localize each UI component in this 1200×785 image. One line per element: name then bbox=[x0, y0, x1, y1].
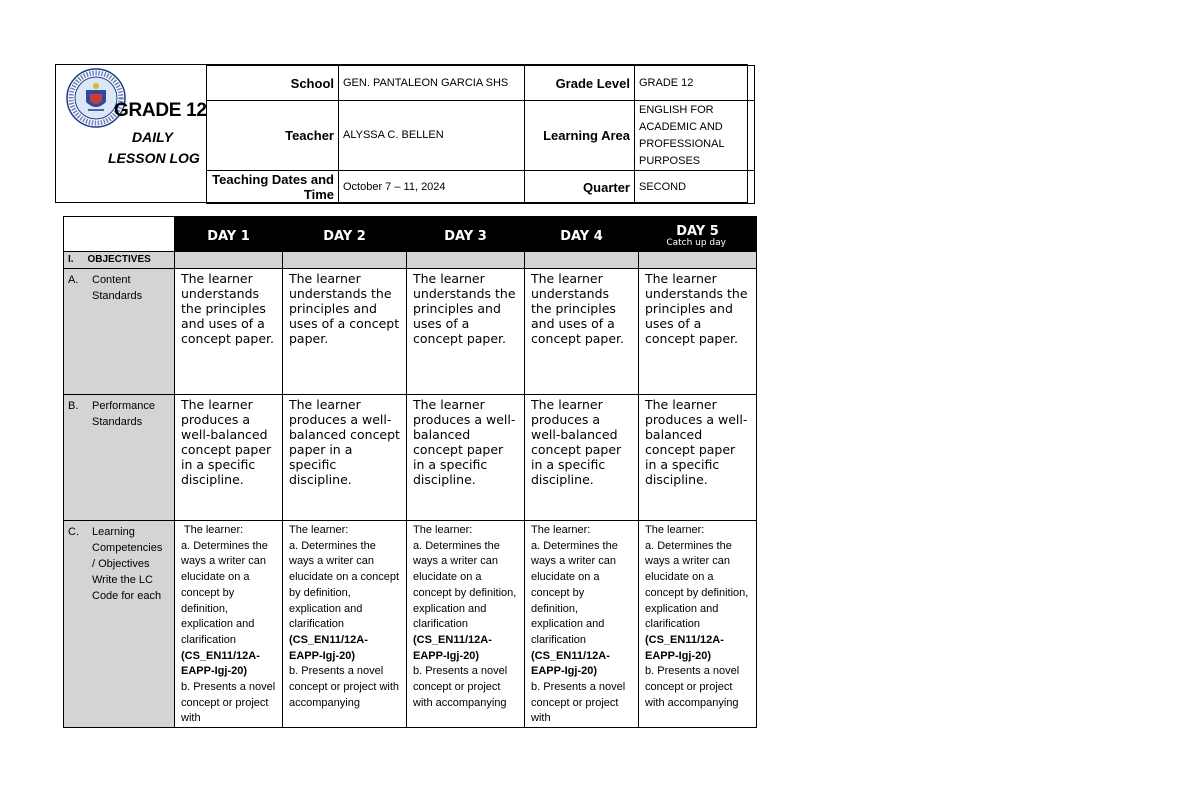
performance-standards-label: B. Performance Standards bbox=[64, 395, 175, 521]
quarter-value: SECOND bbox=[635, 171, 755, 204]
lc-code: (CS_EN11/12A-EAPP-Igj-20) bbox=[289, 633, 368, 662]
grey-cell bbox=[175, 252, 283, 269]
table-cell: The learner understands the principles and uses of a concept paper. bbox=[407, 269, 525, 395]
grey-cell bbox=[639, 252, 757, 269]
header-info-table bbox=[206, 65, 755, 204]
table-cell: The learner: a. Determines the ways a writer can elucidate on a concept by definition, explication and clarification (CS_EN11/12A-EAPP-Igj-20) b. Presents a novel concept or project with bbox=[525, 521, 639, 728]
table-cell: The learner: a. Determines the ways a writer can elucidate on a concept by definition, explication and clarification (CS_EN11/12A-EAPP-Igj-20) b. Presents a novel concept or project with bbox=[175, 521, 283, 728]
table-cell: The learner: a. Determines the ways a writer can elucidate on a concept by definition, explication and clarification (CS_EN11/12A-EAPP-Igj-20) b. Presents a novel concept or project with accompanying bbox=[639, 521, 757, 728]
school-label: School bbox=[207, 66, 339, 101]
catch-up-note: Catch up day bbox=[666, 238, 726, 248]
page-title: GRADE 12 bbox=[114, 100, 207, 121]
grade-level-label: Grade Level bbox=[525, 66, 635, 101]
table-cell: The learner produces a well-balanced concept paper in a specific discipline. bbox=[639, 395, 757, 521]
table-cell: The learner produces a well-balanced concept paper in a specific discipline. bbox=[407, 395, 525, 521]
lc-code: (CS_EN11/12A-EAPP-Igj-20) bbox=[645, 633, 724, 662]
teacher-label: Teacher bbox=[207, 101, 339, 171]
grey-cell bbox=[283, 252, 407, 269]
dates-label: Teaching Dates and Time bbox=[207, 171, 339, 204]
lesson-log-table bbox=[63, 216, 757, 728]
content-standards-label: A. Content Standards bbox=[64, 269, 175, 395]
table-cell: The learner produces a well-balanced concept paper in a specific discipline. bbox=[525, 395, 639, 521]
table-cell: The learner: a. Determines the ways a writer can elucidate on a concept by definition, explication and clarification (CS_EN11/12A-EAPP-Igj-20) b. Presents a novel concept or project with accompanying bbox=[407, 521, 525, 728]
day-header: DAY 2 bbox=[283, 217, 407, 252]
quarter-label: Quarter bbox=[525, 171, 635, 204]
school-value: GEN. PANTALEON GARCIA SHS bbox=[339, 66, 525, 101]
dates-value: October 7 – 11, 2024 bbox=[339, 171, 525, 204]
day-header: DAY 4 bbox=[525, 217, 639, 252]
learning-area-label: Learning Area bbox=[525, 101, 635, 171]
corner-cell bbox=[64, 217, 175, 252]
day-header: DAY 5 Catch up day bbox=[639, 217, 757, 252]
lc-code: (CS_EN11/12A-EAPP-Igj-20) bbox=[413, 633, 492, 662]
subtitle-lesson-log: LESSON LOG bbox=[108, 150, 200, 166]
table-cell: The learner understands the principles and uses of a concept paper. bbox=[639, 269, 757, 395]
table-cell: The learner understands the principles and uses of a concept paper. bbox=[175, 269, 283, 395]
table-cell: The learner understands the principles and uses of a concept paper. bbox=[283, 269, 407, 395]
day-header: DAY 1 bbox=[175, 217, 283, 252]
table-cell: The learner understands the principles and uses of a concept paper. bbox=[525, 269, 639, 395]
day-header: DAY 3 bbox=[407, 217, 525, 252]
objectives-heading: I. OBJECTIVES bbox=[64, 252, 175, 269]
table-cell: The learner produces a well-balanced concept paper in a specific discipline. bbox=[283, 395, 407, 521]
grey-cell bbox=[525, 252, 639, 269]
grey-cell bbox=[407, 252, 525, 269]
table-cell: The learner: a. Determines the ways a writer can elucidate on a concept by definition, explication and clarification (CS_EN11/12A-EAPP-Igj-20) b. Presents a novel concept or project with accompanying bbox=[283, 521, 407, 728]
learning-area-value: ENGLISH FOR ACADEMIC AND PROFESSIONAL PURPOSES bbox=[635, 101, 755, 171]
subtitle-daily: DAILY bbox=[132, 129, 173, 145]
table-cell: The learner produces a well-balanced concept paper in a specific discipline. bbox=[175, 395, 283, 521]
lc-code: (CS_EN11/12A-EAPP-Igj-20) bbox=[181, 649, 260, 678]
grade-level-value: GRADE 12 bbox=[635, 66, 755, 101]
learning-competencies-label: C. Learning Competencies / Objectives Write the LC Code for each bbox=[64, 521, 175, 728]
teacher-value: ALYSSA C. BELLEN bbox=[339, 101, 525, 171]
lc-code: (CS_EN11/12A-EAPP-Igj-20) bbox=[531, 649, 610, 678]
